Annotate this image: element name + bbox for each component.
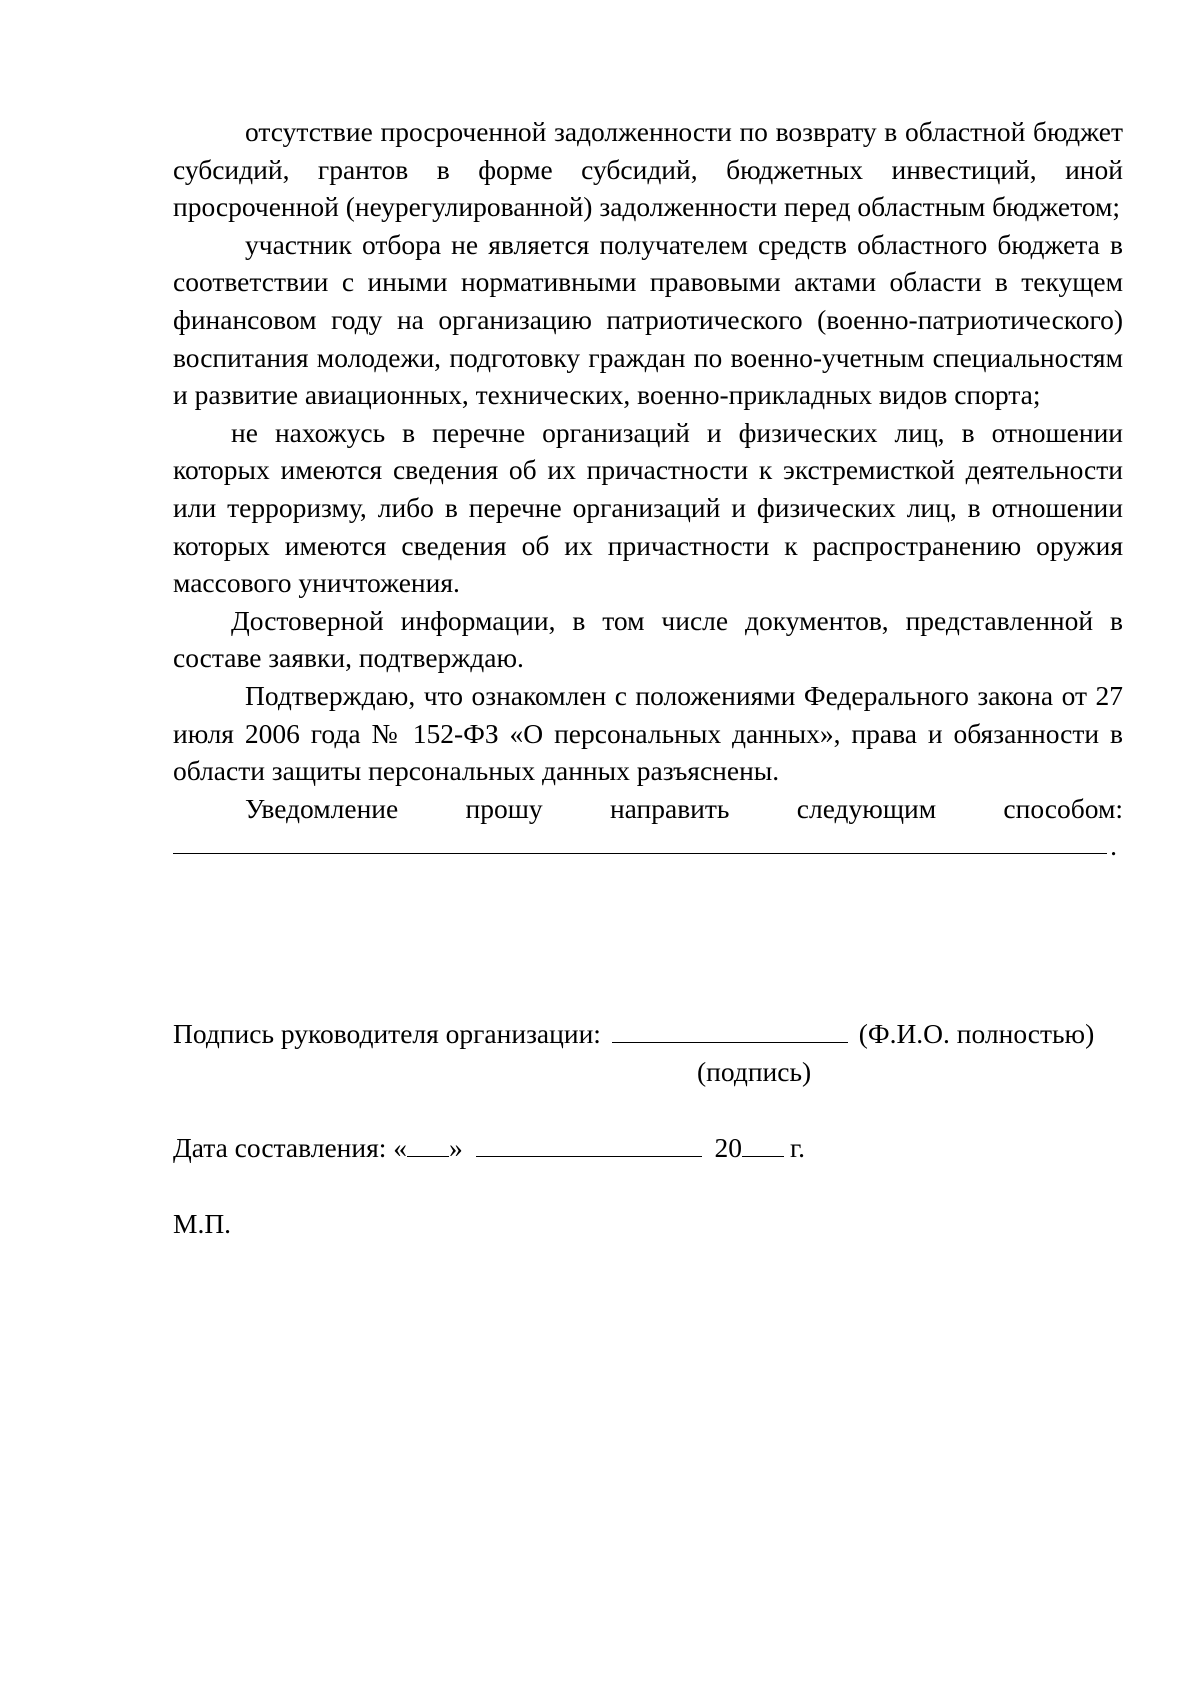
paragraph-info-confirmation: Достоверной информации, в том числе документов, представленной в составе заявки, подтверждаю. bbox=[173, 604, 1123, 674]
notification-method-line: Уведомление прошу направить следующим способом: bbox=[245, 792, 1123, 824]
date-day-blank bbox=[407, 1134, 449, 1157]
date-close-quote: » bbox=[449, 1132, 463, 1163]
signature-label: Подпись руководителя организации: bbox=[173, 1018, 601, 1049]
signature-row bbox=[173, 1015, 1123, 1053]
date-row bbox=[173, 1129, 805, 1167]
signature-fio-hint: (Ф.И.О. полностью) bbox=[858, 1018, 1095, 1049]
date-year-prefix: 20 bbox=[714, 1132, 742, 1163]
date-year-blank bbox=[742, 1134, 784, 1157]
notification-method-underline bbox=[173, 853, 1107, 854]
document-body bbox=[173, 113, 1123, 865]
date-year-suffix: г. bbox=[790, 1132, 806, 1163]
stamp-place-label: М.П. bbox=[173, 1208, 232, 1239]
signature-caption: (подпись) bbox=[697, 1056, 812, 1087]
paragraph-not-budget-recipient: участник отбора не является получателем средств областного бюджета в соответствии с иными нормативными правовыми актами области в текущем финансовом году на организацию патриотического (военно-патриотического) воспитания молодежи, подготовку граждан по военно-учетным специальностям и развитие авиационных, технических, военно-прикладных видов спорта; bbox=[173, 228, 1123, 411]
paragraph-no-overdue-debt: отсутствие просроченной задолженности по возврату в областной бюджет субсидий, грантов в форме субсидий, бюджетных инвестиций, иной просроченной (неурегулированной) задолженности перед областным бюджетом; bbox=[173, 116, 1123, 223]
date-month-blank bbox=[476, 1134, 702, 1157]
paragraph-not-in-extremism-list: не нахожусь в перечне организаций и физических лиц, в отношении которых имеются сведения об их причастности к экстремисткой деятельности или терроризму, либо в перечне организаций и физических лиц, в отношении которых имеются сведения об их причастности к распространению оружия массового уничтожения. bbox=[173, 416, 1123, 599]
notification-end-mark: . bbox=[1110, 830, 1117, 862]
date-label: Дата составления: « bbox=[173, 1132, 407, 1163]
paragraph-personal-data-consent: Подтверждаю, что ознакомлен с положениями Федерального закона от 27 июля 2006 года № 152-ФЗ «О персональных данных», права и обязанности в области защиты персональных данных разъяснены. bbox=[173, 679, 1123, 787]
notification-method-blank bbox=[173, 827, 1123, 865]
signature-blank bbox=[612, 1020, 848, 1043]
